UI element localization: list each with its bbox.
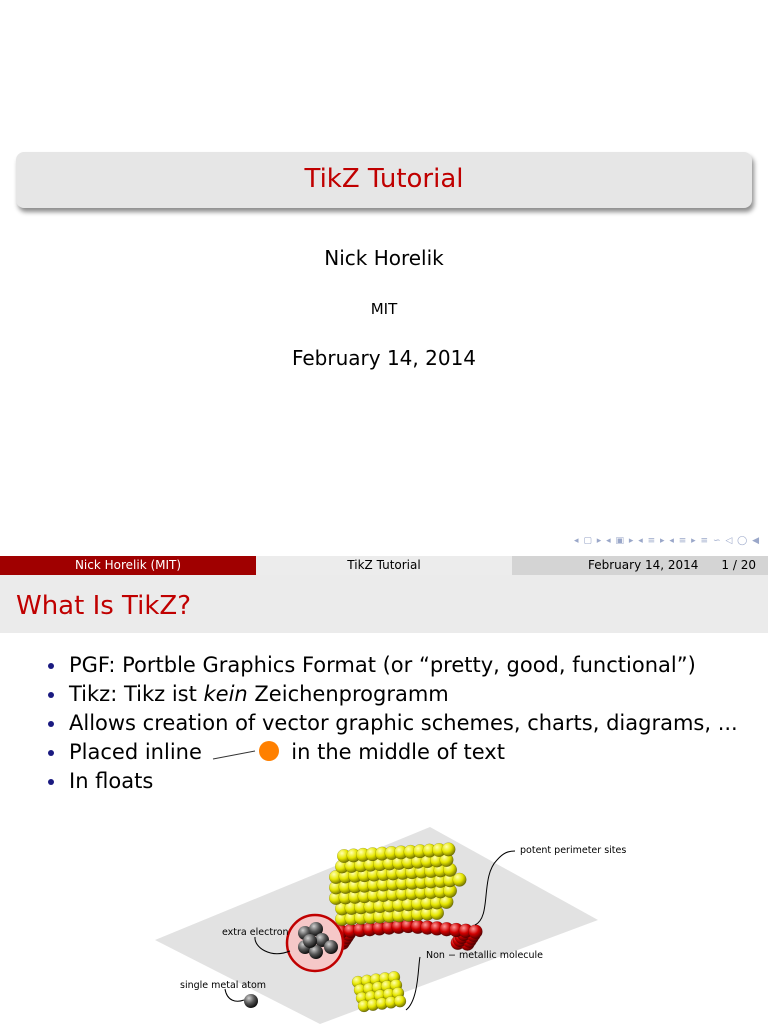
- footer-title: TikZ Tutorial: [347, 558, 421, 572]
- bullet-emphasis: kein: [203, 682, 248, 706]
- label-perimeter: potent perimeter sites: [520, 845, 627, 856]
- catalysis-figure: [0, 805, 768, 1024]
- presentation-date: February 14, 2014: [291, 346, 477, 370]
- yellow-atom: [394, 995, 406, 1007]
- footer-title-box: [256, 556, 512, 575]
- bullet-text: Tikz: Tikz ist: [69, 682, 204, 706]
- bullet-text: Zeichenprogramm: [247, 682, 449, 706]
- presentation-title: TikZ Tutorial: [304, 164, 464, 194]
- footer-author: Nick Horelik (MIT): [74, 558, 182, 572]
- bullet-item: [40, 651, 738, 680]
- label-single-atom: single metal atom: [180, 980, 267, 991]
- bullet-list: [40, 651, 738, 796]
- frame-title: What Is TikZ?: [16, 591, 192, 621]
- bullet-text: Allows creation of vector graphic schemes, charts, diagrams, ...: [69, 711, 738, 735]
- bullet-text: Placed inline: [69, 740, 202, 764]
- footer: [0, 556, 768, 575]
- bullet-item: [40, 709, 738, 738]
- frame-what-is-tikz: [0, 575, 768, 1024]
- bullet-text: In floats: [69, 769, 154, 793]
- title-box: [16, 152, 752, 208]
- inline-line: [213, 751, 255, 759]
- inline-dot-figure: [209, 741, 285, 765]
- frame-title-bar: [0, 575, 768, 633]
- author-name: Nick Horelik: [324, 246, 444, 270]
- single-metal-atom: [244, 994, 258, 1008]
- institute: MIT: [370, 300, 398, 318]
- label-electron: extra electron: [222, 927, 289, 938]
- yellow-atom: [442, 843, 456, 857]
- bullet-item: [40, 680, 738, 709]
- navigation-symbols[interactable]: ◂ ▢ ▸ ◂ ▣ ▸ ◂ ≡ ▸ ◂ ≡ ▸ ≡ ∽ ◁ ◯ ◀: [574, 536, 760, 546]
- orange-dot: [259, 741, 279, 761]
- bullet-text: in the middle of text: [291, 740, 505, 764]
- small-yellow-cluster: [352, 971, 406, 1012]
- bullet-text: PGF: Portble Graphics Format (or “pretty, good, functional”): [69, 653, 696, 677]
- footer-date-box: [512, 556, 768, 575]
- bullet-item: [40, 767, 738, 796]
- footer-author-box: [0, 556, 256, 575]
- label-molecule: Non − metallic molecule: [426, 950, 544, 961]
- footer-page-number: 1 / 20: [721, 558, 756, 572]
- footer-date: February 14, 2014: [588, 558, 699, 572]
- red-atom: [468, 925, 482, 939]
- bullet-item: [40, 738, 738, 767]
